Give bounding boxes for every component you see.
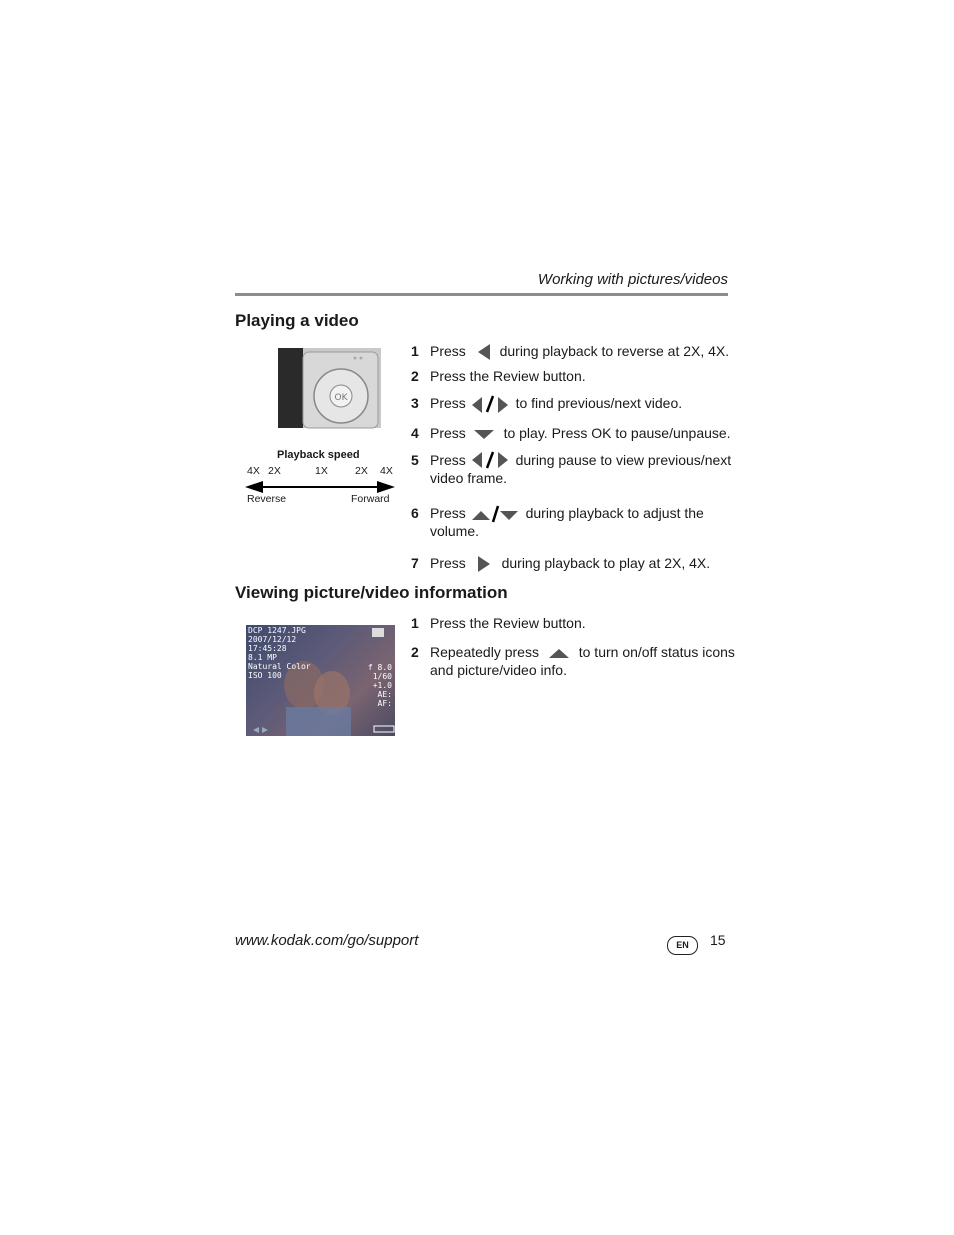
playback-speed-label: Playback speed	[277, 449, 360, 461]
section-title-viewing-info: Viewing picture/video information	[235, 583, 508, 602]
right-arrow-icon	[470, 555, 498, 573]
speed-reverse-4x: 4X	[247, 465, 260, 477]
speed-arrow	[245, 480, 395, 494]
reverse-label: Reverse	[247, 493, 287, 505]
forward-label: Forward	[351, 493, 390, 505]
section-title-playing-video: Playing a video	[235, 311, 359, 330]
speed-forward-2x: 2X	[355, 465, 368, 477]
left-arrow-icon	[470, 343, 496, 361]
speed-reverse-2x: 2X	[268, 465, 281, 477]
down-arrow-icon	[470, 426, 500, 442]
up-arrow-icon	[543, 645, 575, 661]
language-badge: EN	[667, 936, 698, 955]
svg-text:OK: OK	[334, 393, 348, 403]
footer-url: www.kodak.com/go/support	[235, 932, 419, 949]
speed-1x: 1X	[315, 465, 328, 477]
page-number: 15	[710, 932, 726, 948]
running-header: Working with pictures/videos	[537, 271, 728, 288]
speed-forward-4x: 4X	[380, 465, 393, 477]
left-right-arrow-icon	[470, 394, 512, 414]
lcd-info-screenshot: DCP 1247.JPG 2007/12/12 17:45:28 8.1 MP Natural Color ISO 100 f 8.0 1/60 +1.0 AE: AF:	[246, 625, 395, 736]
header-rule	[235, 293, 728, 296]
